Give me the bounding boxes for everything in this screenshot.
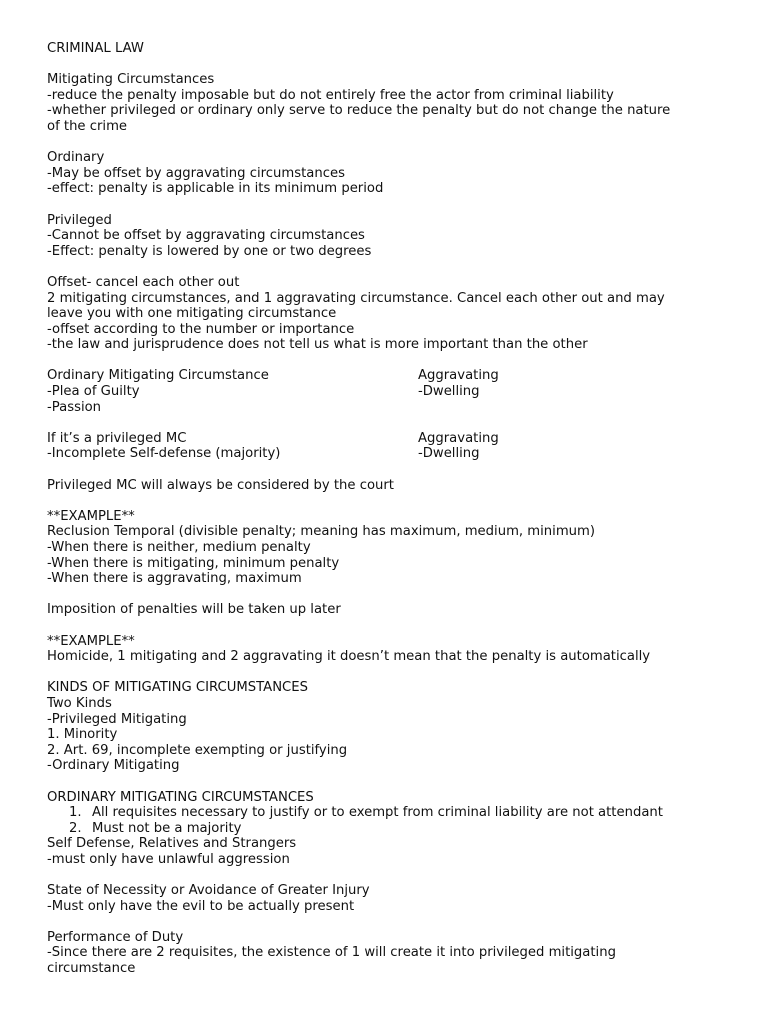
comparison-right-cell: -Dwelling [418, 446, 480, 462]
spacer [47, 197, 737, 213]
text-line: 1. Minority [47, 727, 118, 743]
comparison-left-heading: If it’s a privileged MC [47, 430, 187, 446]
spacer [47, 415, 737, 431]
text-line: -Privileged Mitigating [47, 711, 187, 727]
spacer [47, 774, 737, 790]
comparison-row [47, 400, 737, 416]
text-line: -Ordinary Mitigating [47, 758, 180, 774]
comparison-row [47, 446, 737, 462]
spacer [47, 135, 737, 151]
section-heading-necessity: State of Necessity or Avoidance of Greater Injury [47, 883, 370, 899]
comparison-left-heading: Ordinary Mitigating Circumstance [47, 368, 269, 384]
section-heading-duty: Performance of Duty [47, 929, 184, 945]
section-heading-kinds: KINDS OF MITIGATING CIRCUMSTANCES [47, 680, 308, 696]
text-line: Homicide, 1 mitigating and 2 aggravating it doesn’t mean that the penalty is automatically [47, 649, 651, 665]
text-line: -offset according to the number or importance [47, 321, 355, 337]
document-title: CRIMINAL LAW [47, 41, 144, 56]
text-line: 2 mitigating circumstances, and 1 aggravating circumstance. Cancel each other out and may [47, 290, 665, 306]
text-line: -effect: penalty is applicable in its minimum period [47, 181, 384, 197]
section-heading-mitigating: Mitigating Circumstances [47, 72, 215, 88]
text-line: -When there is neither, medium penalty [47, 540, 311, 555]
section-heading-privileged: Privileged [47, 212, 112, 228]
text-line: -the law and jurisprudence does not tell us what is more important than the other [47, 337, 588, 353]
section-heading-ordinary: Ordinary [47, 150, 105, 166]
spacer [47, 57, 737, 73]
spacer [47, 587, 737, 603]
text-line: -Since there are 2 requisites, the existence of 1 will create it into privileged mitigating [47, 945, 616, 961]
text-line: -Effect: penalty is lowered by one or two degrees [47, 243, 372, 259]
spacer [47, 353, 737, 369]
spacer [47, 867, 737, 883]
numbered-list-item [47, 821, 737, 837]
spacer [47, 618, 737, 634]
comparison-row [47, 384, 737, 400]
text-line: of the crime [47, 118, 128, 134]
text-line: -Cannot be offset by aggravating circumstances [47, 228, 365, 244]
list-number: 2. [69, 820, 82, 836]
comparison-right-cell: -Dwelling [418, 384, 480, 400]
text-line: -When there is aggravating, maximum [47, 571, 302, 587]
numbered-list-item [47, 805, 737, 821]
text-line: -May be offset by aggravating circumstances [47, 165, 345, 181]
example-heading: **EXAMPLE** [47, 633, 135, 649]
text-line: -Must only have the evil to be actually present [47, 898, 355, 914]
comparison-row [47, 368, 737, 384]
example-heading: **EXAMPLE** [47, 508, 135, 524]
text-line: Two Kinds [47, 695, 112, 711]
text-line: leave you with one mitigating circumstance [47, 306, 337, 322]
text-line: Self Defense, Relatives and Strangers [47, 836, 297, 852]
text-line: -must only have unlawful aggression [47, 851, 290, 867]
comparison-left-cell: -Incomplete Self-defense (majority) [47, 446, 281, 462]
comparison-row [47, 431, 737, 447]
text-line: -reduce the penalty imposable but do not entirely free the actor from criminal liability [47, 87, 614, 103]
text-line: circumstance [47, 961, 136, 977]
list-number: 1. [69, 805, 82, 821]
spacer [47, 493, 737, 509]
text-line: 2. Art. 69, incomplete exempting or justifying [47, 742, 348, 758]
section-heading-ordinary-mc: ORDINARY MITIGATING CIRCUMSTANCES [47, 789, 314, 805]
spacer [47, 665, 737, 681]
comparison-right-heading: Aggravating [418, 368, 499, 384]
list-text: Must not be a majority [92, 820, 242, 836]
comparison-right-heading: Aggravating [418, 430, 499, 446]
text-line: -When there is mitigating, minimum penalty [47, 555, 340, 571]
comparison-left-cell: -Plea of Guilty [47, 384, 140, 400]
list-text: All requisites necessary to justify or to exempt from criminal liability are not attendant [92, 805, 663, 821]
section-heading-offset: Offset- cancel each other out [47, 274, 240, 290]
text-line: -whether privileged or ordinary only serve to reduce the penalty but do not change the nature [47, 103, 671, 119]
spacer [47, 462, 737, 478]
privileged-note: Privileged MC will always be considered by the court [47, 477, 394, 493]
imposition-note: Imposition of penalties will be taken up later [47, 602, 341, 618]
text-line: Reclusion Temporal (divisible penalty; meaning has maximum, medium, minimum) [47, 524, 596, 540]
document-page [47, 41, 737, 977]
comparison-left-cell: -Passion [47, 399, 102, 415]
spacer [47, 259, 737, 275]
spacer [47, 914, 737, 930]
